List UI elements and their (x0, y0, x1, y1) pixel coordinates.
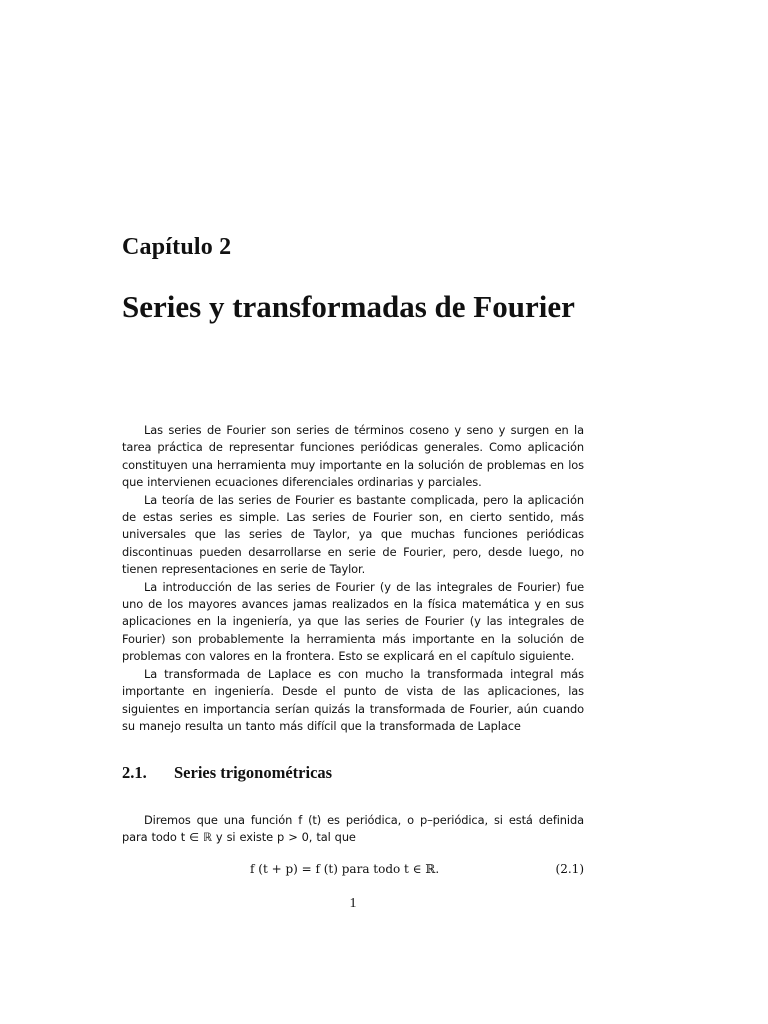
equation-body: f (t + p) = f (t) para todo t ∈ ℝ. (250, 862, 440, 876)
section-text (122, 812, 584, 847)
intro-text (122, 422, 584, 735)
intro-paragraph-3: La introducción de las series de Fourier (y de las integrales de Fourier) fue uno de los mayores avances jamas realizados en la física matemática y en sus aplicaciones en la ingeniería, ya que las series de Fourier (y las integrales de Fourier) son probablemente la herramienta más importante en la solución de problemas con valores en la frontera. Esto se explicará en el capítulo siguiente. (122, 579, 584, 664)
chapter-title: Series y transformadas de Fourier (122, 289, 575, 324)
intro-paragraph-2: La teoría de las series de Fourier es bastante complicada, pero la aplicación de estas series es simple. Las series de Fourier son, en cierto sentido, más universales que las series de Taylor, ya que muchas funciones periódicas discontinuas pueden desarrollarse en serie de Fourier, pero, desde luego, no tienen representaciones en serie de Taylor. (122, 492, 584, 577)
equation-2-1 (122, 860, 584, 880)
section-paragraph: Diremos que una función f (t) es periódica, o p–periódica, si está definida para todo t ∈ ℝ y si existe p > 0, tal que (122, 813, 584, 845)
intro-paragraph-4: La transformada de Laplace es con mucho la transformada integral más importante en ingeniería. Desde el punto de vista de las aplicaciones, las siguientes en importancia serían quizás la transformada de Fourier, aún cuando su manejo resulta un tanto más difícil que la transformada de Laplace (122, 666, 584, 733)
equation-number: (2.1) (555, 862, 584, 876)
section-heading (122, 763, 332, 783)
section-number: 2.1. (122, 763, 147, 782)
page-number: 1 (349, 896, 357, 911)
chapter-label: Capítulo 2 (122, 234, 232, 260)
intro-paragraph-1: Las series de Fourier son series de términos coseno y seno y surgen en la tarea práctica de representar funciones periódicas generales. Como aplicación constituyen una herramienta muy importante en la solución de problemas en los que intervienen ecuaciones diferenciales ordinarias y parciales. (122, 423, 584, 490)
section-title: Series trigonométricas (174, 763, 333, 782)
